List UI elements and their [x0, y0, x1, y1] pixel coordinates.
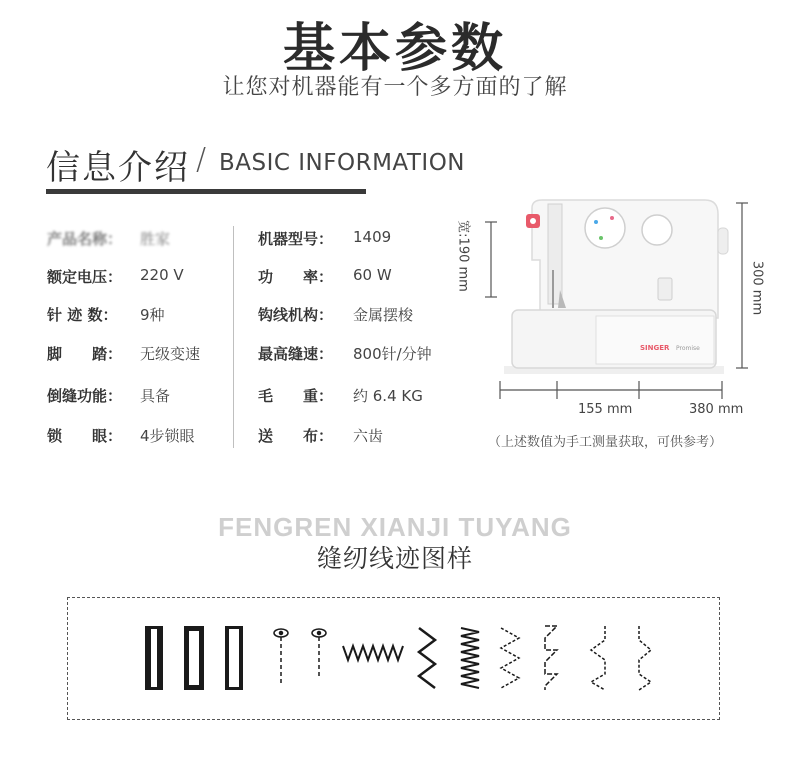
spec-value-pedal: 无级变速 [140, 345, 201, 363]
stretch-blind-icon [591, 626, 605, 690]
spec-label-feed: 送 布： [258, 427, 334, 445]
zigzag-large-icon [419, 628, 435, 688]
spec-value-weight: 约 6.4 KG [353, 387, 423, 405]
buttonhole-wide-icon [145, 626, 163, 690]
stitch-title: 缝纫线迹图样 [316, 544, 473, 573]
spec-value-reverse: 具备 [140, 387, 171, 405]
page-subtitle: 让您对机器能有一个多方面的了解 [222, 75, 568, 100]
spec-label-max-speed: 最高缝速： [258, 345, 334, 363]
spec-value-product-name: 胜家 [140, 230, 171, 248]
spec-value-hook: 金属摆梭 [353, 306, 414, 324]
stitch-pattern-strip [135, 620, 695, 700]
section-slash: / [196, 142, 207, 177]
spec-label-stitch-count: 针 迹 数： [47, 306, 118, 324]
spec-value-model: 1409 [353, 228, 392, 246]
spec-label-buttonhole: 锁 眼： [47, 427, 123, 445]
blind-hem-icon [545, 626, 557, 690]
buttonhole-bar-icon [225, 626, 243, 690]
brand-label: SINGER [640, 344, 670, 352]
spec-value-power: 60 W [353, 266, 392, 284]
triple-zigzag-icon [501, 628, 519, 688]
spec-value-voltage: 220 V [140, 266, 184, 284]
buttonhole-narrow-icon [184, 626, 204, 690]
spec-label-power: 功 率： [258, 268, 334, 286]
spec-value-feed: 六齿 [353, 427, 384, 445]
button-stitch-icon [274, 629, 288, 686]
button-stitch-alt-icon [312, 629, 326, 676]
spec-label-model: 机器型号： [258, 230, 334, 248]
section-title-cn: 信息介绍 [46, 148, 190, 188]
section-title-en: BASIC INFORMATION [219, 150, 466, 176]
spec-label-pedal: 脚 踏： [47, 345, 123, 363]
dim-height-label: 300 mm [749, 260, 765, 316]
model-label: Promise [676, 345, 700, 352]
dim-length-label: 380 mm [689, 402, 744, 417]
spec-label-reverse: 倒缝功能： [47, 387, 123, 405]
spec-value-max-speed: 800针/分钟 [353, 345, 432, 363]
elastic-stitch-icon [639, 626, 651, 690]
spec-label-weight: 毛 重： [258, 387, 334, 405]
stitch-watermark: FENGREN XIANJI TUYANG [218, 512, 572, 542]
spec-value-stitch-count: 9种 [140, 306, 165, 324]
spec-label-product-name: 产品名称： [47, 230, 123, 248]
dim-width-label: 宽:190 mm [455, 220, 471, 292]
dim-depth-label: 155 mm [578, 402, 633, 417]
spec-value-buttonhole: 4步锁眼 [140, 427, 195, 445]
measurement-note: （上述数值为手工测量获取，可供参考） [488, 435, 723, 450]
zigzag-dense-icon [461, 628, 479, 688]
spec-label-hook: 钩线机构： [258, 306, 334, 324]
page-title: 基本参数 [282, 19, 507, 79]
spec-label-voltage: 额定电压： [47, 268, 123, 286]
zigzag-small-icon [343, 646, 403, 660]
